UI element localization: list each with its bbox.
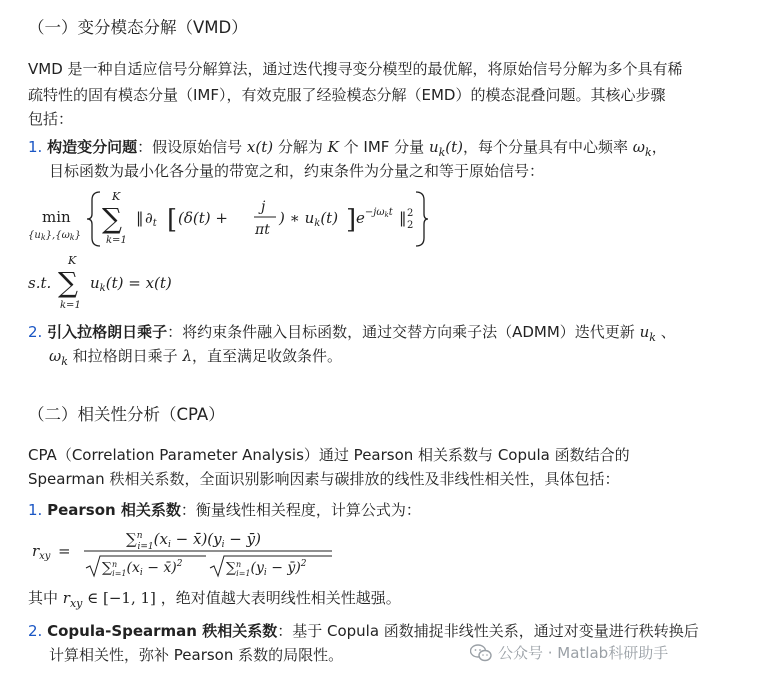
cpa-intro-line-2: Spearman 秩相关系数，全面识别影响因素与碳排放的线性及非线性相关性，具体包括： [28, 470, 620, 488]
cpa-step-1: 1. Pearson 相关系数：衡量线性相关程度，计算公式为： [28, 501, 421, 519]
vmd-constraint-formula [28, 254, 228, 314]
pearson-lhs: $r_{xy}$ [32, 542, 51, 562]
left-brace [87, 192, 100, 246]
cpa-step-2-line-2: 计算相关性，弥补 Pearson 系数的局限性。 [49, 646, 344, 664]
min-subscript: $\{u_k\},\{\omega_k\}$ [28, 230, 81, 242]
section-title-cpa: （二）相关性分析（CPA） [28, 405, 225, 424]
list-number: 1. [28, 501, 43, 519]
svg-text:2: 2 [407, 220, 414, 231]
cpa-step-2: 2. Copula-Spearman 秩相关系数：基于 Copula 函数捕捉非线性关系，通过对变量进行秩转换后 [28, 622, 699, 640]
frac-num: j [261, 199, 266, 215]
vmd-objective-formula [28, 186, 428, 252]
vmd-intro-line-2: 疏特性的固有模态分量（IMF），有效克服了经验模态分解（EMD）的模态混叠问题。其核心步骤 [28, 86, 666, 104]
st-label: s.t. [28, 274, 52, 292]
list-number: 2. [28, 622, 43, 640]
vmd-step-2-line-2: $\omega_k$ 和拉格朗日乘子 λ，直至满足收敛条件。 [49, 347, 342, 368]
norm-close: ‖ [399, 209, 407, 227]
pearson-denominator-a: ∑$^n$ $i=1(x_i$ − x̄)$^2$ [102, 559, 183, 578]
svg-text:2: 2 [407, 208, 414, 219]
sum-upper: K [68, 254, 77, 267]
conv-term: ) ∗ $u_k(t)$ [279, 209, 339, 229]
bracket-open: [ [167, 205, 178, 235]
vmd-step-1: 1. 构造变分问题：假设原始信号 x(t) 分解为 K 个 IMF 分量 $u_k(t)$，每个分量具有中心频率 $\omega_k$， [28, 138, 667, 159]
pearson-formula [28, 522, 348, 582]
wechat-icon [470, 644, 492, 662]
pearson-note: 其中 $r_{xy}$ ∈ [−1, 1] ，绝对值越大表明线性相关性越强。 [28, 589, 401, 610]
pearson-eq: = [58, 542, 71, 560]
frac-den: πt [255, 222, 270, 238]
bracket-close: ] [346, 205, 357, 235]
step-title: 构造变分问题 [47, 138, 138, 156]
pearson-numerator: ∑$^n$ $i=1(x_i$ − $x̄)(y_i$ − ȳ) [126, 530, 261, 552]
sum-upper: K [112, 190, 121, 203]
watermark-text: 公众号 · Matlab科研助手 [498, 644, 669, 662]
constraint-body: $u_k(t) = x(t)$ [90, 274, 172, 294]
right-brace [416, 192, 428, 246]
step-title: Copula-Spearman 秩相关系数 [47, 622, 278, 640]
sum-lower: k=1 [106, 235, 127, 246]
delta-term: (δ(t) + [178, 209, 228, 227]
sum-lower: k=1 [60, 300, 81, 311]
vmd-step-1-line-2: 目标函数为最小化各分量的带宽之和，约束条件为分量之和等于原始信号： [49, 162, 545, 180]
vmd-intro-line-1: VMD 是一种自适应信号分解算法，通过迭代搜寻变分模型的最优解，将原始信号分解为多个具有稀 [28, 60, 683, 78]
min-operator: min [42, 208, 71, 226]
cpa-intro-line-1: CPA（Correlation Parameter Analysis）通过 Pearson 相关系数与 Copula 函数结合的 [28, 446, 630, 464]
section-title-vmd: （一）变分模态分解（VMD） [28, 18, 248, 37]
vmd-step-2: 2. 引入拉格朗日乘子：将约束条件融入目标函数，通过交替方向乘子法（ADMM）迭代更新 $u_k$ 、 [28, 323, 676, 344]
step-title: 引入拉格朗日乘子 [47, 323, 168, 341]
vmd-intro-line-3: 包括： [28, 110, 74, 128]
list-number: 1. [28, 138, 43, 156]
sum-symbol: ∑ [58, 266, 78, 299]
sum-symbol: ∑ [102, 202, 122, 235]
pearson-denominator-b: ∑$^n$ $i=1(y_i$ − ȳ)$^2$ [226, 559, 307, 578]
partial-t: $\partial_t$ [145, 209, 157, 229]
exp-term: $e^{-j\omega}kt$ [356, 207, 393, 227]
norm-open: ‖ [136, 209, 144, 227]
list-number: 2. [28, 323, 43, 341]
step-title: Pearson 相关系数 [47, 501, 181, 519]
watermark [470, 642, 668, 663]
